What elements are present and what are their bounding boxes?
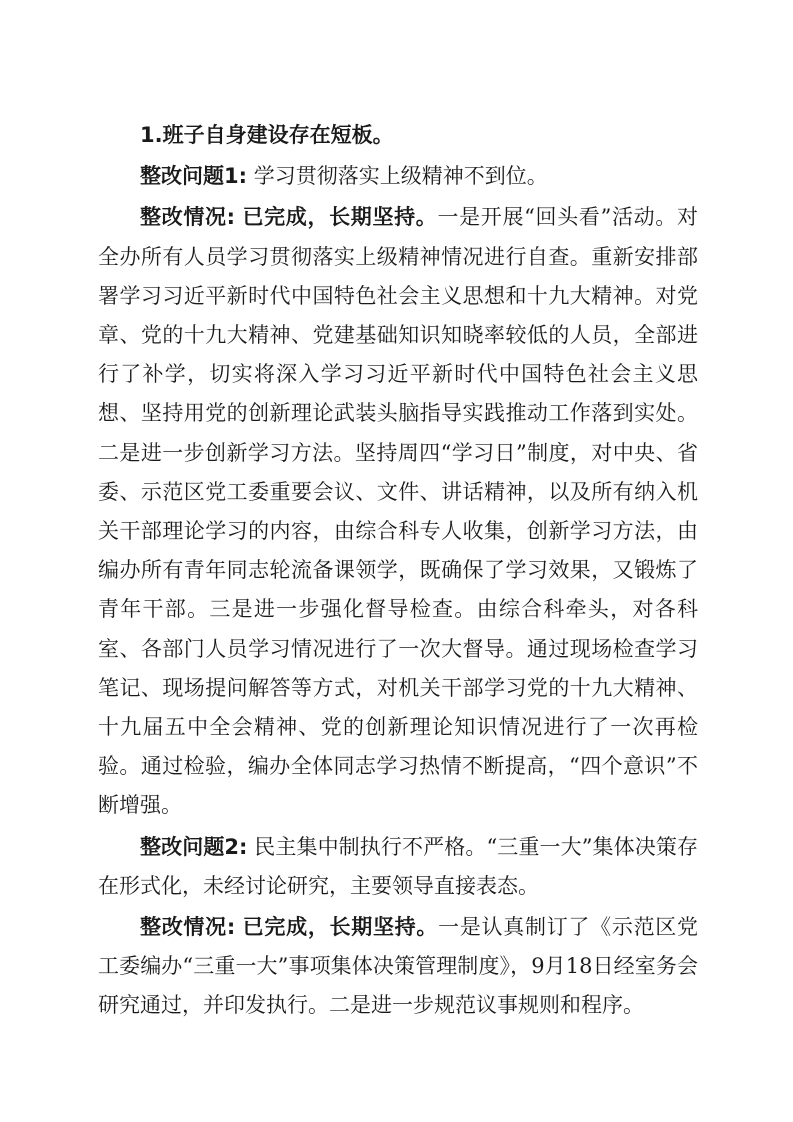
issue-1-label: 整改问题1: <box>140 164 248 189</box>
issue-1-text: 学习贯彻落实上级精神不到位。 <box>253 164 548 189</box>
status-1-text: 一是开展“回头看”活动。对全办所有人员学习贯彻落实上级精神情况进行自查。重新安排部署学习习近平新时代中国特色社会主义思想和十九大精神。对党章、党的十九大精神、党建基础知识知晓率较低的人员，全部进行了补学，切实将深入学习习近平新时代中国特色社会主义思想、坚持用党的创新理论武装头脑指导实践推动工作落到实处。二是进一步创新学习方法。坚持周四“学习日”制度，对中央、省委、示范区党工委重要会议、文件、讲话精神，以及所有纳入机关干部理论学习的内容，由综合科专人收集，创新学习方法，由编办所有青年同志轮流备课领学，既确保了学习效果，又锻炼了青年干部。三是进一步强化督导检查。由综合科牵头，对各科室、各部门人员学习情况进行了一次大督导。通过现场检查学习笔记、现场提问解答等方式，对机关干部学习党的十九大精神、十九届五中全会精神、党的创新理论知识情况进行了一次再检验。通过检验，编办全体同志学习热情不断提高，“四个意识”不断增强。 <box>98 205 698 818</box>
issue-2-text: 民主集中制执行不严格。“三重一大”集体决策存在形式化，未经讨论研究，主要领导直接表态。 <box>98 834 698 898</box>
section-heading <box>98 116 698 155</box>
status-1-paragraph <box>98 198 698 825</box>
status-1-status: 已完成，长期坚持。 <box>242 205 438 230</box>
document-body <box>98 116 698 1026</box>
status-2-status: 已完成，长期坚持。 <box>242 915 439 940</box>
issue-2-label: 整改问题2: <box>140 834 248 859</box>
issue-1-paragraph <box>98 157 698 196</box>
status-1-label: 整改情况: <box>140 205 236 230</box>
status-2-text: 一是认真制订了《示范区党工委编办“三重一大”事项集体决策管理制度》，9月18日经室务会研究通过，并印发执行。二是进一步规范议事规则和程序。 <box>98 915 699 1018</box>
status-2-label: 整改情况: <box>140 915 236 940</box>
status-2-paragraph <box>98 908 698 1026</box>
section-heading-text: 1.班子自身建设存在短板。 <box>140 123 394 147</box>
issue-2-paragraph <box>98 828 698 906</box>
